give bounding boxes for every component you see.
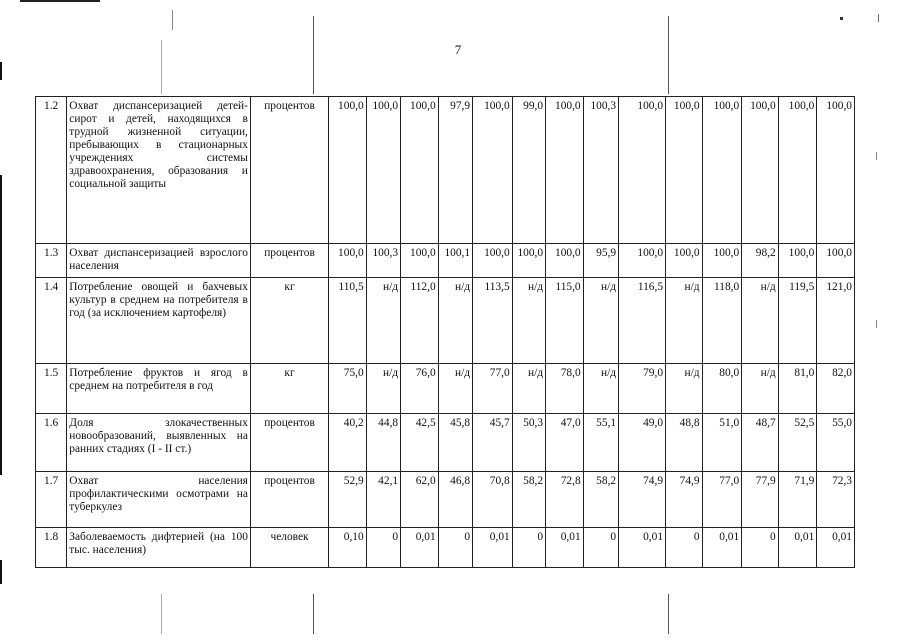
row-number: 1.7 [36,472,67,528]
value-cell: 100,0 [366,97,400,244]
value-cell: 98,2 [742,244,779,278]
value-cell: 40,2 [329,414,367,472]
value-cell: 77,0 [702,472,742,528]
value-cell: н/д [366,278,400,364]
value-cell: 0 [438,528,472,568]
value-cell: н/д [666,278,703,364]
value-cell: 42,5 [401,414,439,472]
table-row [36,97,855,244]
value-cell: 0 [583,528,618,568]
row-number: 1.4 [36,278,67,364]
value-cell: 44,8 [366,414,400,472]
value-cell: 0,01 [619,528,666,568]
value-cell: 0,10 [329,528,367,568]
unit-cell: процентов [250,414,328,472]
value-cell: 100,0 [619,244,666,278]
value-cell: 78,0 [546,364,584,414]
value-cell: 99,0 [512,97,545,244]
table-row [36,244,855,278]
value-cell: 112,0 [401,278,439,364]
value-cell: 46,8 [438,472,472,528]
scan-artifact [876,152,877,160]
value-cell: 100,3 [583,97,618,244]
scan-artifact [313,16,314,94]
row-number: 1.6 [36,414,67,472]
value-cell: н/д [742,278,779,364]
value-cell: 95,9 [583,244,618,278]
scan-artifact [0,62,2,80]
scan-artifact [20,0,100,2]
unit-cell: человек [250,528,328,568]
value-cell: 72,3 [817,472,855,528]
table-row [36,472,855,528]
value-cell: 0,01 [778,528,817,568]
value-cell: 51,0 [702,414,742,472]
value-cell: н/д [583,278,618,364]
value-cell: н/д [742,364,779,414]
value-cell: 76,0 [401,364,439,414]
value-cell: 116,5 [619,278,666,364]
value-cell: 58,2 [583,472,618,528]
scan-artifact [668,16,669,94]
unit-cell: процентов [250,244,328,278]
value-cell: 100,0 [619,97,666,244]
page-number: 7 [454,42,462,57]
value-cell: 115,0 [546,278,584,364]
scan-artifact [668,594,669,634]
scan-artifact [878,14,879,22]
value-cell: 0,01 [473,528,513,568]
value-cell: 113,5 [473,278,513,364]
value-cell: 118,0 [702,278,742,364]
value-cell: 110,5 [329,278,367,364]
value-cell: 77,9 [742,472,779,528]
table-row [36,364,855,414]
table-row [36,414,855,472]
unit-cell: кг [250,364,328,414]
value-cell: 100,0 [546,97,584,244]
value-cell: 71,9 [778,472,817,528]
value-cell: 62,0 [401,472,439,528]
value-cell: 100,0 [329,244,367,278]
value-cell: 55,1 [583,414,618,472]
value-cell: 58,2 [512,472,545,528]
scan-artifact [161,594,162,634]
scan-artifact [0,560,2,584]
indicators-table [35,96,855,568]
value-cell: 0 [366,528,400,568]
value-cell: 42,1 [366,472,400,528]
indicator-name: Охват диспансеризацией детей-сирот и детей, находящихся в трудной жизненной ситуации, пребывающих в стационарных учреждениях системы здравоохранения, образования и социальной защиты [67,97,251,244]
value-cell: 119,5 [778,278,817,364]
value-cell: 121,0 [817,278,855,364]
value-cell: 80,0 [702,364,742,414]
scan-artifact [172,10,173,30]
value-cell: 0 [512,528,545,568]
indicator-name: Потребление овощей и бахчевых культур в среднем на потребителя в год (за исключением картофеля) [67,278,251,364]
value-cell: 74,9 [666,472,703,528]
value-cell: 45,8 [438,414,472,472]
value-cell: н/д [512,364,545,414]
row-number: 1.5 [36,364,67,414]
unit-cell: кг [250,278,328,364]
value-cell: 100,0 [817,244,855,278]
indicator-name: Потребление фруктов и ягод в среднем на потребителя в год [67,364,251,414]
value-cell: 0,01 [401,528,439,568]
scan-artifact [0,175,2,475]
value-cell: 0,01 [546,528,584,568]
value-cell: н/д [438,278,472,364]
value-cell: 70,8 [473,472,513,528]
value-cell: 0,01 [702,528,742,568]
value-cell: 100,0 [401,244,439,278]
value-cell: 74,9 [619,472,666,528]
value-cell: 50,3 [512,414,545,472]
value-cell: 100,0 [817,97,855,244]
value-cell: н/д [512,278,545,364]
value-cell: н/д [366,364,400,414]
value-cell: 100,0 [778,97,817,244]
value-cell: 81,0 [778,364,817,414]
value-cell: 100,0 [778,244,817,278]
indicator-name: Охват диспансеризацией взрослого населения [67,244,251,278]
value-cell: 100,1 [438,244,472,278]
value-cell: н/д [438,364,472,414]
value-cell: н/д [666,364,703,414]
value-cell: 52,5 [778,414,817,472]
indicator-name: Заболеваемость дифтерией (на 100 тыс. населения) [67,528,251,568]
value-cell: 100,0 [702,244,742,278]
indicator-name: Охват населения профилактическими осмотрами на туберкулез [67,472,251,528]
row-number: 1.8 [36,528,67,568]
value-cell: 49,0 [619,414,666,472]
value-cell: 100,0 [702,97,742,244]
value-cell: 75,0 [329,364,367,414]
value-cell: 100,0 [473,97,513,244]
value-cell: 72,8 [546,472,584,528]
value-cell: н/д [583,364,618,414]
value-cell: 100,3 [366,244,400,278]
value-cell: 100,0 [329,97,367,244]
value-cell: 82,0 [817,364,855,414]
value-cell: 45,7 [473,414,513,472]
value-cell: 47,0 [546,414,584,472]
scan-artifact [840,17,843,20]
value-cell: 100,0 [742,97,779,244]
scan-artifact [876,320,877,328]
value-cell: 48,7 [742,414,779,472]
row-number: 1.3 [36,244,67,278]
value-cell: 97,9 [438,97,472,244]
value-cell: 0 [742,528,779,568]
table-row [36,528,855,568]
scan-artifact [161,40,162,94]
value-cell: 100,0 [401,97,439,244]
table-row [36,278,855,364]
value-cell: 100,0 [666,244,703,278]
table-body [36,97,855,568]
indicator-name: Доля злокачественных новообразований, выявленных на ранних стадиях (I - II ст.) [67,414,251,472]
unit-cell: процентов [250,472,328,528]
value-cell: 55,0 [817,414,855,472]
row-number: 1.2 [36,97,67,244]
value-cell: 100,0 [546,244,584,278]
value-cell: 77,0 [473,364,513,414]
value-cell: 52,9 [329,472,367,528]
value-cell: 100,0 [512,244,545,278]
value-cell: 100,0 [473,244,513,278]
value-cell: 0 [666,528,703,568]
value-cell: 79,0 [619,364,666,414]
value-cell: 100,0 [666,97,703,244]
scan-artifact [313,594,314,634]
unit-cell: процентов [250,97,328,244]
value-cell: 48,8 [666,414,703,472]
value-cell: 0,01 [817,528,855,568]
